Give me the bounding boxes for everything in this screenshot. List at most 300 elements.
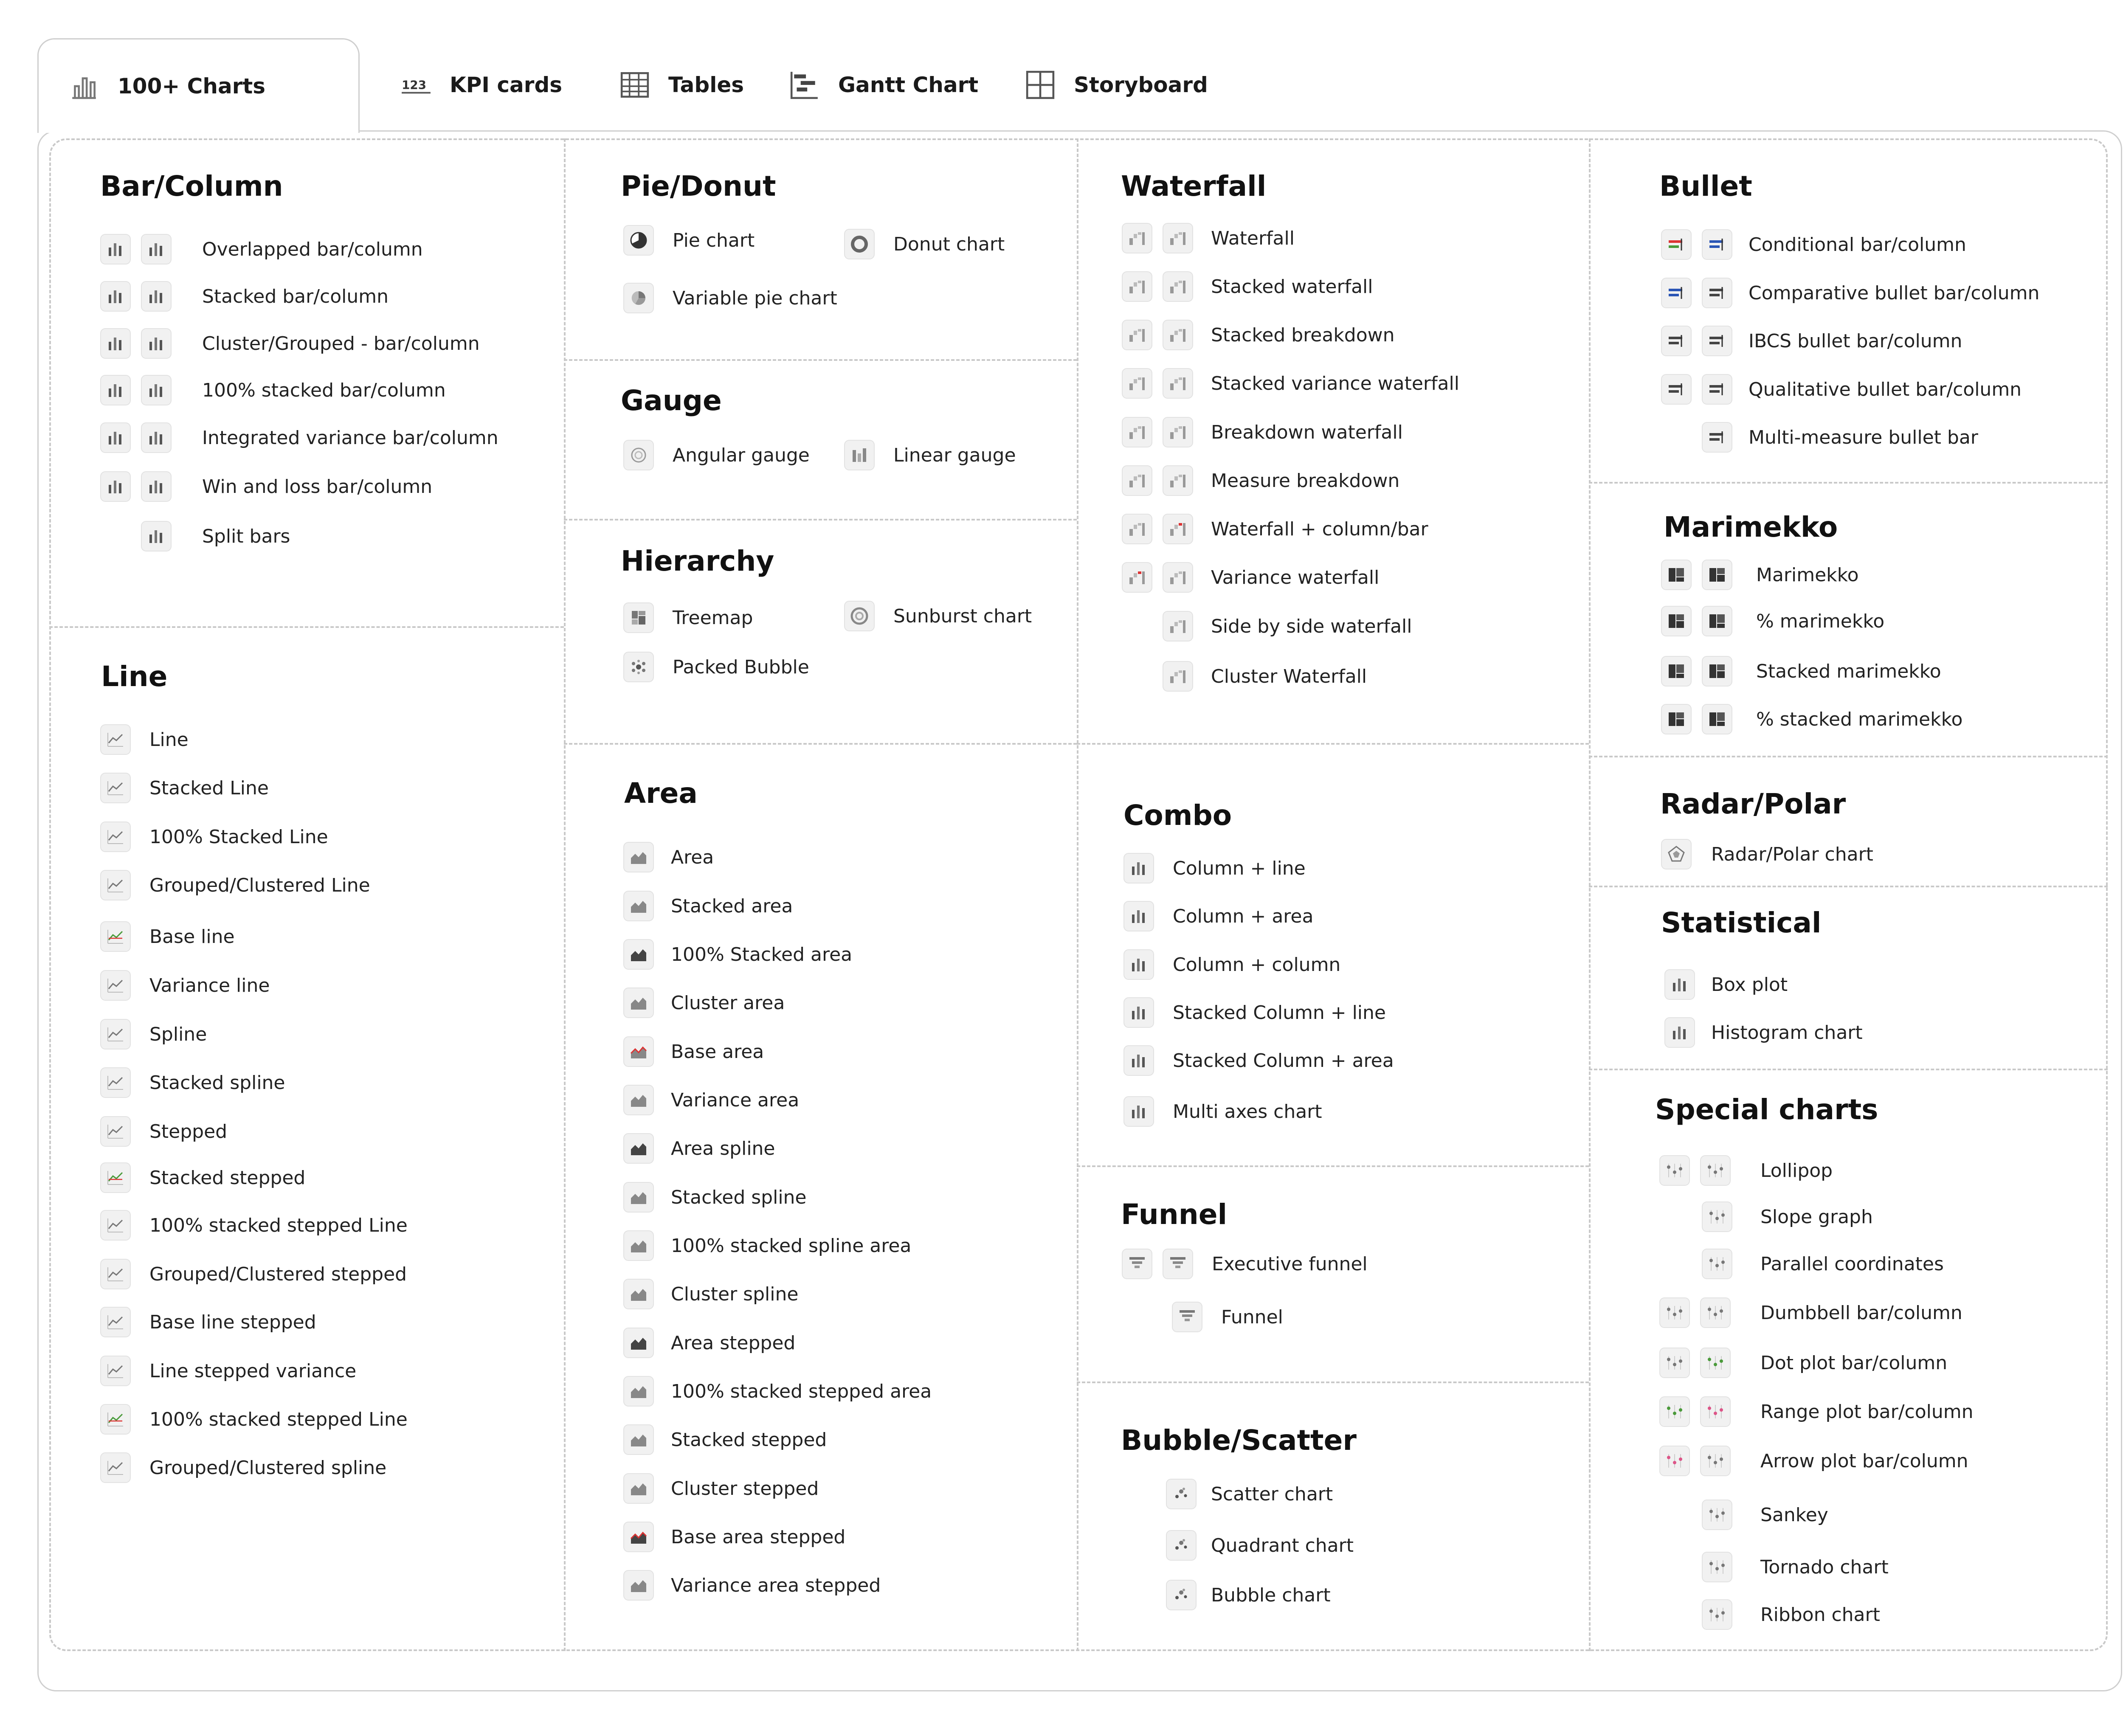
chart-item-label: Base area	[671, 1041, 764, 1063]
chart-type-icons	[1166, 1580, 1197, 1610]
chart-item-label: Column + area	[1173, 905, 1314, 927]
chart-item-label: Base line stepped	[149, 1311, 316, 1333]
chart-type-icons	[100, 1067, 131, 1098]
section-divider	[49, 626, 564, 628]
chart-thumbnail-icon	[623, 988, 654, 1018]
chart-thumbnail-icon	[1163, 320, 1193, 350]
chart-item-label: Pie chart	[673, 229, 755, 251]
chart-item-label: Line stepped variance	[149, 1360, 357, 1382]
chart-item-label: Cluster spline	[671, 1283, 799, 1305]
chart-item-label: 100% stacked spline area	[671, 1235, 912, 1257]
123-number-icon	[400, 69, 432, 101]
chart-type-icons	[1702, 1249, 1732, 1279]
chart-item-waterfall[interactable]	[1122, 366, 1459, 401]
section-divider	[1589, 886, 2108, 887]
chart-thumbnail-icon	[1700, 1297, 1731, 1328]
chart-item-line[interactable]	[100, 1017, 207, 1052]
section-divider	[1077, 1381, 1589, 1383]
chart-item-label: Area spline	[671, 1137, 775, 1159]
chart-item-combo[interactable]	[1123, 995, 1386, 1030]
chart-item-combo[interactable]	[1123, 947, 1340, 982]
chart-thumbnail-icon	[1700, 1446, 1731, 1476]
chart-type-icons	[1172, 1302, 1202, 1332]
chart-item-waterfall[interactable]	[1122, 512, 1428, 546]
chart-thumbnail-icon	[1123, 853, 1154, 883]
chart-thumbnail-icon	[1123, 949, 1154, 980]
chart-item-line[interactable]	[100, 1114, 227, 1149]
tab-label: Storyboard	[1074, 73, 1208, 97]
chart-thumbnail-icon	[1702, 656, 1732, 687]
section-divider	[564, 743, 1077, 745]
chart-thumbnail-icon	[623, 1522, 654, 1552]
chart-item-gauge[interactable]	[623, 438, 810, 473]
chart-item-bar-column[interactable]	[141, 519, 290, 554]
chart-type-icons	[1661, 278, 1732, 308]
chart-item-special[interactable]	[1659, 1443, 1968, 1478]
chart-item-waterfall[interactable]	[1163, 659, 1367, 694]
chart-item-bar-column[interactable]	[100, 279, 389, 314]
chart-item-label: Stacked marimekko	[1756, 660, 1941, 682]
chart-type-icons	[100, 1452, 131, 1483]
chart-item-area[interactable]	[623, 937, 852, 972]
table-grid-icon	[619, 69, 650, 101]
chart-thumbnail-icon	[100, 822, 131, 852]
chart-item-line[interactable]	[100, 1257, 407, 1291]
chart-type-icons	[100, 1116, 131, 1147]
chart-item-special[interactable]	[1702, 1497, 1828, 1532]
chart-item-label: Dumbbell bar/column	[1760, 1302, 1963, 1324]
chart-item-area[interactable]	[623, 1422, 827, 1457]
chart-item-line[interactable]	[100, 1305, 316, 1339]
chart-thumbnail-icon	[1166, 1530, 1197, 1561]
chart-item-label: Stacked stepped	[671, 1429, 827, 1451]
chart-item-marimekko[interactable]	[1661, 557, 1858, 592]
chart-type-icons	[1166, 1479, 1197, 1509]
chart-item-special[interactable]	[1659, 1295, 1963, 1330]
chart-item-label: 100% stacked stepped area	[671, 1380, 932, 1402]
chart-item-bar-column[interactable]	[100, 326, 480, 361]
chart-item-label: Tornado chart	[1760, 1556, 1889, 1578]
chart-type-icons	[100, 1404, 131, 1435]
tab-storyboard[interactable]	[1025, 38, 1208, 132]
chart-item-area[interactable]	[623, 1034, 764, 1069]
chart-item-line[interactable]	[100, 819, 328, 854]
chart-item-area[interactable]	[623, 1471, 819, 1506]
chart-type-icons	[100, 822, 131, 852]
chart-type-icons	[1163, 661, 1193, 692]
chart-item-pie-donut[interactable]	[623, 281, 837, 315]
chart-item-line[interactable]	[100, 1160, 305, 1195]
chart-thumbnail-icon	[1702, 326, 1732, 356]
chart-item-area[interactable]	[623, 1083, 799, 1117]
chart-item-radar-polar[interactable]	[1661, 837, 1873, 872]
chart-type-icons	[1659, 1348, 1731, 1378]
chart-type-icons	[844, 229, 875, 259]
chart-item-line[interactable]	[100, 1065, 285, 1100]
chart-item-line[interactable]	[100, 868, 370, 903]
chart-item-label: Base area stepped	[671, 1526, 846, 1548]
chart-item-statistical[interactable]	[1664, 967, 1788, 1002]
chart-type-icons	[100, 1019, 131, 1049]
chart-item-waterfall[interactable]	[1122, 463, 1399, 498]
chart-item-bullet[interactable]	[1661, 324, 1962, 358]
chart-thumbnail-icon	[1702, 1249, 1732, 1279]
chart-thumbnail-icon	[1163, 1249, 1193, 1279]
chart-item-special[interactable]	[1659, 1345, 1947, 1380]
chart-item-area[interactable]	[623, 1519, 845, 1554]
chart-item-label: Variable pie chart	[673, 287, 837, 309]
chart-item-line[interactable]	[100, 1402, 408, 1437]
chart-type-icons	[623, 842, 654, 872]
chart-item-label: Waterfall	[1211, 227, 1295, 249]
chart-type-icons	[1122, 368, 1193, 399]
chart-type-icons	[623, 283, 654, 313]
chart-item-label: Donut chart	[893, 233, 1005, 255]
chart-item-label: Slope graph	[1760, 1206, 1873, 1228]
chart-item-area[interactable]	[623, 1325, 795, 1360]
chart-thumbnail-icon	[1659, 1155, 1690, 1186]
chart-type-icons	[623, 939, 654, 970]
chart-item-label: Area stepped	[671, 1332, 796, 1354]
chart-item-label: Funnel	[1221, 1306, 1283, 1328]
chart-item-label: 100% stacked stepped Line	[149, 1214, 408, 1236]
chart-thumbnail-icon	[1163, 514, 1193, 544]
chart-item-combo[interactable]	[1123, 899, 1313, 934]
chart-thumbnail-icon	[1163, 465, 1193, 496]
chart-item-label: Cluster Waterfall	[1211, 665, 1367, 687]
chart-item-label: Packed Bubble	[673, 656, 809, 678]
chart-thumbnail-icon	[1664, 1017, 1695, 1048]
chart-thumbnail-icon	[1702, 1500, 1732, 1530]
chart-item-area[interactable]	[623, 889, 793, 923]
chart-thumbnail-icon	[623, 939, 654, 970]
chart-thumbnail-icon	[623, 1376, 654, 1407]
chart-item-label: Sankey	[1760, 1504, 1828, 1526]
chart-item-waterfall[interactable]	[1122, 269, 1373, 304]
chart-type-icons	[1664, 1017, 1695, 1048]
chart-item-waterfall[interactable]	[1122, 318, 1395, 352]
chart-item-special[interactable]	[1702, 1246, 1944, 1281]
section-title-waterfall: Waterfall	[1121, 170, 1267, 203]
chart-thumbnail-icon	[623, 652, 654, 682]
chart-item-bullet[interactable]	[1661, 276, 2039, 310]
chart-item-marimekko[interactable]	[1661, 654, 1941, 689]
chart-item-area[interactable]	[623, 1131, 775, 1166]
chart-item-label: Cluster/Grouped - bar/column	[202, 332, 480, 355]
chart-item-special[interactable]	[1659, 1394, 1974, 1429]
chart-type-icons	[1123, 949, 1154, 980]
tab-100-charts[interactable]	[37, 38, 360, 133]
chart-thumbnail-icon	[1123, 901, 1154, 931]
chart-thumbnail-icon	[1702, 1599, 1732, 1630]
chart-item-special[interactable]	[1702, 1597, 1880, 1632]
chart-item-label: 100% stacked bar/column	[202, 379, 446, 401]
chart-thumbnail-icon	[100, 1019, 131, 1049]
chart-thumbnail-icon	[623, 1473, 654, 1504]
chart-type-icons	[623, 988, 654, 1018]
section-title-statistical: Statistical	[1661, 906, 1822, 939]
chart-thumbnail-icon	[1661, 839, 1692, 869]
section-divider	[1589, 1069, 2108, 1070]
storyboard-grid-icon	[1025, 69, 1056, 101]
chart-thumbnail-icon	[1702, 278, 1732, 308]
chart-thumbnail-icon	[141, 281, 172, 312]
chart-item-marimekko[interactable]	[1661, 604, 1884, 639]
chart-item-label: Variance area	[671, 1089, 800, 1111]
section-divider	[1589, 482, 2108, 484]
tab-gantt-chart[interactable]	[789, 38, 978, 132]
svg-text:123: 123	[402, 78, 427, 92]
section-title-gauge: Gauge	[621, 384, 722, 417]
chart-item-label: Base line	[149, 926, 235, 948]
chart-item-combo[interactable]	[1123, 1094, 1322, 1129]
chart-item-waterfall[interactable]	[1122, 415, 1403, 450]
chart-thumbnail-icon	[1661, 656, 1692, 687]
chart-type-icons	[1166, 1530, 1197, 1561]
chart-thumbnail-icon	[844, 229, 875, 259]
tab-label: Gantt Chart	[838, 73, 979, 97]
chart-item-area[interactable]	[623, 1374, 932, 1409]
section-divider	[564, 359, 1077, 361]
chart-thumbnail-icon	[1163, 223, 1193, 253]
chart-item-label: % marimekko	[1756, 610, 1885, 632]
chart-item-bar-column[interactable]	[100, 420, 498, 455]
chart-item-waterfall[interactable]	[1122, 221, 1295, 256]
chart-item-label: Multi-measure bullet bar	[1749, 426, 1978, 448]
chart-thumbnail-icon	[1123, 997, 1154, 1028]
chart-item-combo[interactable]	[1123, 1043, 1394, 1078]
chart-item-label: Stacked area	[671, 895, 793, 917]
chart-item-label: Column + line	[1173, 857, 1306, 879]
tab-label: 100+ Charts	[118, 74, 266, 98]
chart-item-combo[interactable]	[1123, 851, 1306, 886]
chart-item-area[interactable]	[623, 840, 714, 875]
chart-thumbnail-icon	[1702, 704, 1732, 734]
chart-item-funnel[interactable]	[1122, 1246, 1368, 1281]
chart-type-icons	[100, 281, 172, 312]
chart-item-label: Ribbon chart	[1760, 1604, 1880, 1626]
chart-thumbnail-icon	[1166, 1580, 1197, 1610]
chart-item-bullet[interactable]	[1661, 227, 1966, 262]
section-title-radar-polar: Radar/Polar	[1660, 788, 1846, 820]
chart-type-icons	[1122, 562, 1193, 593]
chart-thumbnail-icon	[100, 1404, 131, 1435]
chart-type-icons	[623, 1036, 654, 1067]
chart-item-funnel[interactable]	[1172, 1300, 1283, 1334]
chart-item-area[interactable]	[623, 1180, 807, 1215]
chart-item-label: Breakdown waterfall	[1211, 421, 1403, 443]
chart-thumbnail-icon	[1163, 562, 1193, 593]
chart-item-waterfall[interactable]	[1122, 560, 1379, 595]
chart-item-gauge[interactable]	[844, 438, 1016, 473]
chart-item-label: Waterfall + column/bar	[1211, 518, 1428, 540]
chart-item-marimekko[interactable]	[1661, 702, 1963, 737]
chart-type-icons	[623, 1085, 654, 1115]
chart-type-icons	[100, 970, 131, 1001]
chart-thumbnail-icon	[1123, 1096, 1154, 1127]
section-title-hierarchy: Hierarchy	[621, 545, 774, 577]
chart-item-bar-column[interactable]	[100, 232, 423, 267]
chart-type-icons	[1702, 1599, 1732, 1630]
section-title-area: Area	[624, 777, 698, 810]
chart-type-icons	[623, 440, 654, 470]
tab-label: Tables	[668, 73, 744, 97]
chart-thumbnail-icon	[623, 842, 654, 872]
chart-item-label: Stacked Line	[149, 777, 269, 799]
chart-item-bullet[interactable]	[1661, 372, 2022, 407]
chart-type-icons	[1123, 901, 1154, 931]
chart-thumbnail-icon	[1122, 417, 1152, 447]
chart-item-label: Linear gauge	[893, 444, 1016, 466]
chart-type-icons	[1163, 611, 1193, 642]
chart-thumbnail-icon	[1700, 1396, 1731, 1427]
chart-type-icons	[100, 234, 172, 264]
chart-thumbnail-icon	[1659, 1396, 1690, 1427]
chart-item-waterfall[interactable]	[1163, 609, 1412, 644]
chart-item-bubble-scatter[interactable]	[1166, 1477, 1333, 1511]
chart-item-label: 100% Stacked Line	[149, 826, 328, 848]
chart-thumbnail-icon	[100, 1067, 131, 1098]
chart-item-label: Stacked waterfall	[1211, 276, 1373, 298]
chart-thumbnail-icon	[1163, 661, 1193, 692]
chart-item-label: Stepped	[149, 1120, 228, 1142]
chart-thumbnail-icon	[100, 1307, 131, 1337]
chart-thumbnail-icon	[1661, 278, 1692, 308]
chart-thumbnail-icon	[844, 440, 875, 470]
chart-thumbnail-icon	[1702, 606, 1732, 636]
chart-thumbnail-icon	[100, 921, 131, 952]
chart-item-label: Parallel coordinates	[1760, 1253, 1944, 1275]
chart-type-icons	[1661, 374, 1732, 405]
chart-item-special[interactable]	[1659, 1153, 1833, 1188]
chart-type-icons	[623, 602, 654, 633]
chart-item-label: Range plot bar/column	[1760, 1401, 1974, 1423]
chart-item-special[interactable]	[1702, 1199, 1873, 1234]
chart-type-icons	[623, 1473, 654, 1504]
chart-item-line[interactable]	[100, 722, 189, 757]
chart-type-icons	[1702, 1552, 1732, 1582]
chart-item-label: Stacked bar/column	[202, 285, 389, 307]
chart-item-line[interactable]	[100, 919, 235, 954]
chart-thumbnail-icon	[623, 1085, 654, 1115]
chart-type-icons	[1122, 320, 1193, 350]
chart-item-label: Side by side waterfall	[1211, 615, 1412, 637]
chart-thumbnail-icon	[1172, 1302, 1202, 1332]
chart-thumbnail-icon	[1163, 271, 1193, 302]
chart-type-icons	[100, 1210, 131, 1241]
chart-item-pie-donut[interactable]	[844, 227, 1005, 262]
chart-thumbnail-icon	[623, 602, 654, 633]
chart-item-area[interactable]	[623, 1568, 881, 1603]
chart-item-label: Line	[149, 729, 189, 751]
chart-thumbnail-icon	[100, 724, 131, 755]
chart-item-label: Executive funnel	[1212, 1253, 1368, 1275]
chart-thumbnail-icon	[1163, 417, 1193, 447]
chart-item-area[interactable]	[623, 1277, 798, 1311]
chart-item-bubble-scatter[interactable]	[1166, 1578, 1331, 1612]
chart-item-label: Stacked breakdown	[1211, 324, 1395, 346]
chart-type-icons	[1661, 704, 1732, 734]
chart-thumbnail-icon	[141, 521, 172, 551]
chart-type-icons	[1661, 606, 1732, 636]
chart-thumbnail-icon	[1661, 704, 1692, 734]
chart-item-pie-donut[interactable]	[623, 223, 755, 258]
chart-type-icons	[1661, 326, 1732, 356]
chart-thumbnail-icon	[1661, 374, 1692, 405]
chart-item-label: Histogram chart	[1711, 1021, 1863, 1044]
chart-item-line[interactable]	[100, 771, 269, 805]
chart-type-icons	[1702, 422, 1732, 453]
chart-type-icons	[623, 1328, 654, 1358]
section-title-marimekko: Marimekko	[1664, 511, 1838, 543]
chart-thumbnail-icon	[1163, 611, 1193, 642]
section-title-bar-column: Bar/Column	[100, 170, 283, 203]
chart-item-line[interactable]	[100, 1353, 356, 1388]
chart-item-area[interactable]	[623, 1228, 911, 1263]
section-title-bubble-scatter: Bubble/Scatter	[1121, 1424, 1357, 1457]
chart-item-special[interactable]	[1702, 1550, 1889, 1584]
chart-item-label: Variance area stepped	[671, 1574, 881, 1596]
chart-item-bar-column[interactable]	[100, 469, 432, 504]
chart-item-bullet[interactable]	[1702, 420, 1978, 455]
chart-type-icons	[1659, 1446, 1731, 1476]
chart-item-bar-column[interactable]	[100, 373, 446, 408]
chart-item-label: Area	[671, 846, 714, 868]
chart-item-label: Quadrant chart	[1211, 1534, 1354, 1556]
chart-item-line[interactable]	[100, 1208, 408, 1243]
chart-thumbnail-icon	[141, 422, 172, 453]
chart-type-icons	[623, 891, 654, 921]
chart-thumbnail-icon	[1661, 326, 1692, 356]
chart-thumbnail-icon	[1702, 229, 1732, 260]
chart-item-statistical[interactable]	[1664, 1015, 1863, 1050]
chart-item-label: Arrow plot bar/column	[1760, 1450, 1968, 1472]
chart-item-hierarchy[interactable]	[623, 650, 809, 684]
chart-type-icons	[100, 1259, 131, 1289]
chart-type-icons	[1123, 1096, 1154, 1127]
section-divider	[1077, 1165, 1589, 1167]
chart-type-icons	[100, 375, 172, 405]
section-divider	[1589, 756, 2108, 757]
tab-kpi-cards[interactable]	[400, 38, 562, 132]
chart-item-label: Split bars	[202, 525, 290, 547]
chart-item-area[interactable]	[623, 985, 785, 1020]
chart-thumbnail-icon	[623, 1182, 654, 1213]
chart-thumbnail-icon	[1702, 560, 1732, 590]
chart-item-label: Lollipop	[1760, 1159, 1833, 1182]
chart-type-icons	[1659, 1297, 1731, 1328]
chart-item-line[interactable]	[100, 1450, 386, 1485]
chart-type-icons	[1659, 1396, 1731, 1427]
column-divider	[1077, 138, 1078, 1651]
section-title-bullet: Bullet	[1659, 170, 1752, 203]
chart-item-bubble-scatter[interactable]	[1166, 1528, 1354, 1563]
chart-item-hierarchy[interactable]	[623, 600, 753, 635]
section-title-funnel: Funnel	[1121, 1198, 1228, 1231]
chart-thumbnail-icon	[100, 1356, 131, 1386]
chart-item-hierarchy[interactable]	[844, 599, 1032, 633]
chart-item-label: Spline	[149, 1023, 207, 1045]
chart-type-icons	[623, 1182, 654, 1213]
chart-item-label: Angular gauge	[673, 444, 810, 466]
chart-thumbnail-icon	[100, 422, 131, 453]
chart-thumbnail-icon	[1661, 229, 1692, 260]
chart-thumbnail-icon	[100, 1162, 131, 1193]
tab-tables[interactable]	[619, 38, 744, 132]
chart-thumbnail-icon	[1702, 374, 1732, 405]
chart-item-line[interactable]	[100, 968, 270, 1003]
chart-type-icons	[1661, 839, 1692, 869]
